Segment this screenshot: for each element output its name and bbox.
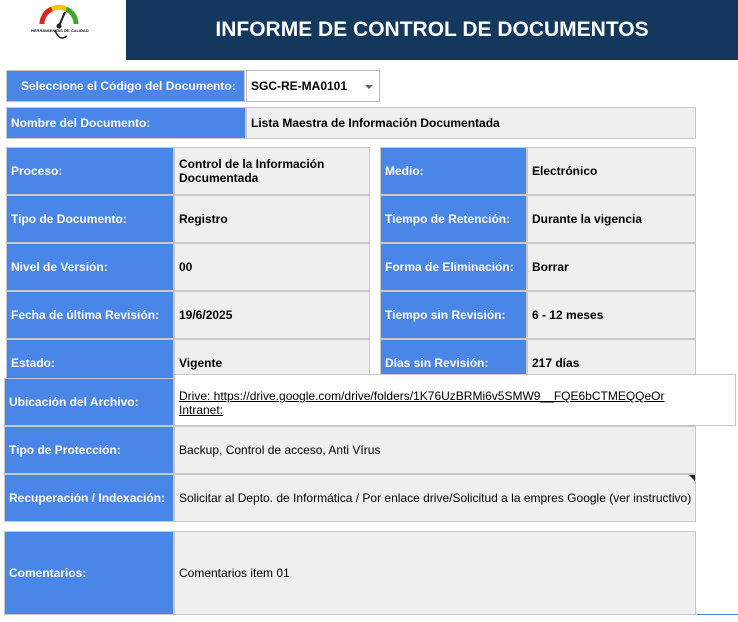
page-title: INFORME DE CONTROL DE DOCUMENTOS xyxy=(126,0,738,60)
disposal-value: Borrar xyxy=(527,243,696,291)
chevron-down-icon[interactable] xyxy=(365,85,373,89)
retention-label: Tiempo de Retención: xyxy=(380,195,527,243)
recovery-label: Recuperación / Indexación: xyxy=(4,474,174,522)
version-label: Nivel de Versión: xyxy=(6,243,174,291)
status-label: Estado: xyxy=(6,339,174,387)
days-without-revision-value: 217 días xyxy=(527,339,696,387)
note-indicator-icon xyxy=(689,475,695,481)
days-without-revision-label: Días sin Revisión: xyxy=(380,339,527,387)
cell-border-fragment xyxy=(697,614,738,615)
logo-text: HERRAMIENTAS DE CALIDAD xyxy=(31,28,89,33)
disposal-label: Forma de Eliminación: xyxy=(380,243,527,291)
company-logo xyxy=(0,0,126,60)
time-without-revision-label: Tiempo sin Revisión: xyxy=(380,291,527,339)
comments-label: Comentarios: xyxy=(4,531,174,615)
document-code-dropdown[interactable] xyxy=(246,70,380,102)
selector-label: Seleccione el Código del Documento: xyxy=(6,70,245,102)
file-location-value xyxy=(174,374,736,426)
protection-value: Backup, Control de acceso, Anti Vírus xyxy=(174,426,696,474)
document-code-value: SGC-RE-MA0101 xyxy=(251,79,348,93)
document-name-label: Nombre del Documento: xyxy=(6,107,246,139)
document-type-value: Registro xyxy=(174,195,370,243)
process-label: Proceso: xyxy=(6,147,174,195)
document-type-label: Tipo de Documento: xyxy=(6,195,174,243)
last-revision-value: 19/6/2025 xyxy=(174,291,370,339)
process-value: Control de la Información Documentada xyxy=(174,147,370,195)
version-value: 00 xyxy=(174,243,370,291)
file-location-label: Ubicación del Archivo: xyxy=(4,378,174,426)
protection-label: Tipo de Protección: xyxy=(4,426,174,474)
recovery-text: Solicitar al Depto. de Informática / Por enlace drive/Solicitud a la empres Google (ver instructivo) xyxy=(179,491,692,505)
document-name-value: Lista Maestra de Información Documentada xyxy=(246,107,696,139)
status-value: Vigente xyxy=(174,339,370,387)
medium-value: Electrónico xyxy=(527,147,696,195)
drive-link[interactable]: Drive: https://drive.google.com/drive/folders/1K76UzBRMi6v5SMW9__FQE6bCTMEQQeOr xyxy=(179,389,665,403)
time-without-revision-value: 6 - 12 meses xyxy=(527,291,696,339)
last-revision-label: Fecha de última Revisión: xyxy=(6,291,174,339)
intranet-link[interactable]: Intranet: xyxy=(179,403,224,417)
retention-value: Durante la vigencia xyxy=(527,195,696,243)
medium-label: Medio: xyxy=(380,147,527,195)
comments-value: Comentarios item 01 xyxy=(174,531,696,615)
recovery-value xyxy=(174,474,696,522)
